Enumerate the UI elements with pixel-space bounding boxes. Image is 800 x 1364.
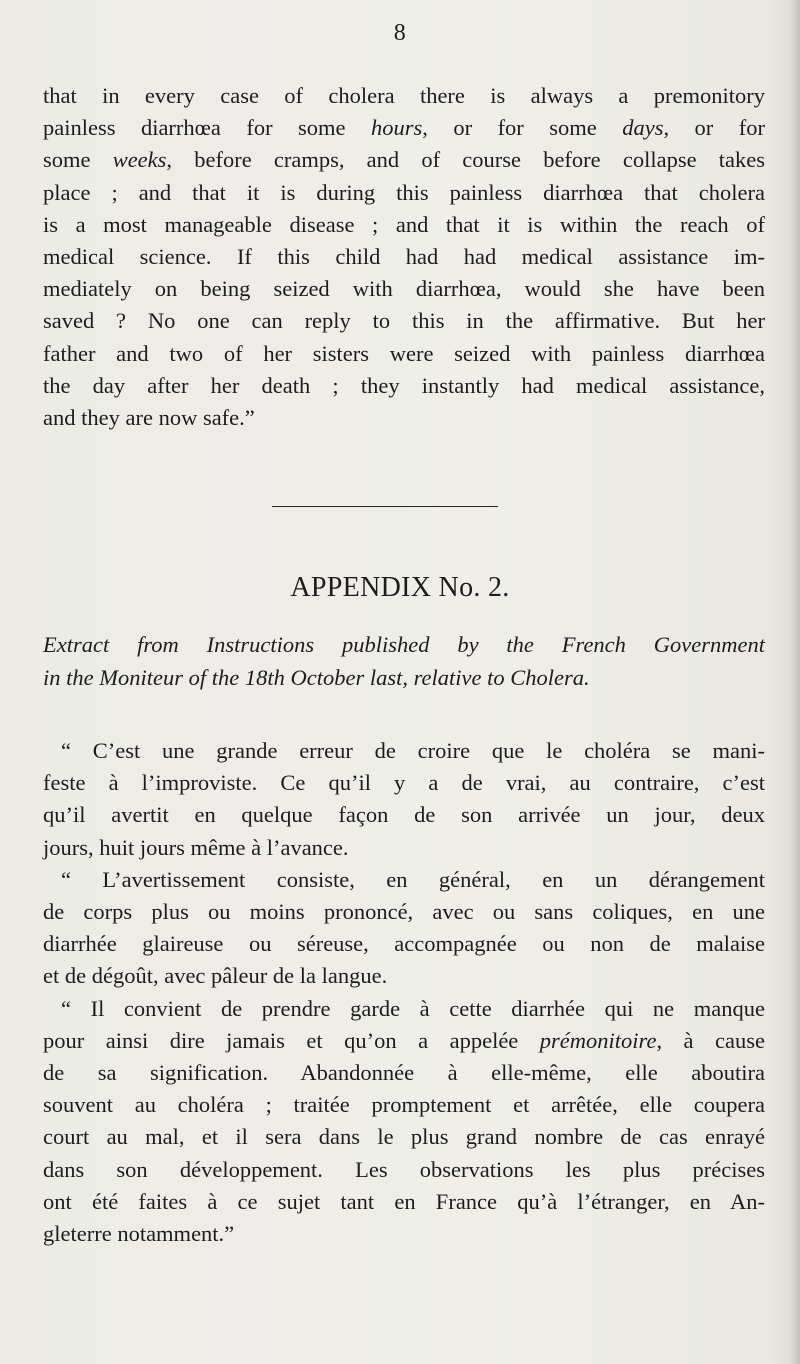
- emphasized-word: hours: [371, 115, 423, 141]
- text-line: court au mal, et il sera dans le plus grand nombre de cas enrayé: [43, 1124, 765, 1150]
- appendix-subtitle-line-1: Extract from Instructions published by the French Government: [43, 632, 765, 657]
- text-line: ont été faites à ce sujet tant en France qu’à l’étranger, en An-: [43, 1188, 765, 1214]
- text-line: “ Il convient de prendre garde à cette diarrhée qui ne manque: [61, 995, 765, 1021]
- english-paragraph: [43, 80, 765, 434]
- text-line: is a most manageable disease ; and that it is within the reach of: [43, 211, 765, 237]
- text-line: diarrhée glaireuse ou séreuse, accompagnée ou non de malaise: [43, 931, 765, 957]
- appendix-subtitle-line-2: in the Moniteur of the 18th October last, relative to Cholera.: [43, 665, 590, 690]
- emphasized-word: weeks: [112, 147, 167, 173]
- appendix-heading: APPENDIX No. 2.: [290, 572, 510, 603]
- text-line: and they are now safe.”: [43, 405, 255, 431]
- text-line: gleterre notamment.”: [43, 1221, 235, 1247]
- text-line: qu’il avertit en quelque façon de son arrivée un jour, deux: [43, 802, 765, 828]
- text-line: souvent au choléra ; traitée promptement et arrêtée, elle coupera: [43, 1092, 765, 1118]
- text-line: dans son développement. Les observations les plus précises: [43, 1156, 765, 1182]
- page-number: 8: [393, 20, 407, 46]
- text-line: the day after her death ; they instantly had medical assistance,: [43, 372, 765, 398]
- text-line: de corps plus ou moins prononcé, avec ou sans coliques, en une: [43, 899, 765, 925]
- section-divider: [272, 506, 498, 507]
- french-quotation: [43, 735, 765, 1250]
- text-line: “ C’est une grande erreur de croire que le choléra se mani-: [61, 738, 765, 763]
- text-line: painless diarrhœa for some hours, or for some days, or for: [43, 115, 765, 141]
- text-line: saved ? No one can reply to this in the affirmative. But her: [43, 308, 765, 334]
- text-line: mediately on being seized with diarrhœa, would she have been: [43, 276, 765, 302]
- emphasized-word: prémonitoire: [539, 1027, 657, 1053]
- text-line: feste à l’improviste. Ce qu’il y a de vrai, au contraire, c’est: [43, 770, 765, 796]
- text-line: et de dégoût, avec pâleur de la langue.: [43, 963, 388, 989]
- text-line: “ L’avertissement consiste, en général, en un dérangement: [61, 866, 765, 892]
- text-line: that in every case of cholera there is always a premonitory: [43, 83, 765, 108]
- emphasized-word: days: [622, 115, 664, 141]
- page-edge-shadow: [790, 0, 800, 1364]
- text-line: de sa signification. Abandonnée à elle-même, elle aboutira: [43, 1060, 765, 1086]
- text-line: jours, huit jours même à l’avance.: [43, 834, 349, 860]
- text-line: some weeks, before cramps, and of course before collapse takes: [43, 147, 765, 173]
- text-line: place ; and that it is during this painless diarrhœa that cholera: [43, 179, 765, 205]
- text-line: medical science. If this child had had medical assistance im-: [43, 244, 765, 270]
- text-line: pour ainsi dire jamais et qu’on a appelée prémonitoire, à cause: [43, 1027, 765, 1053]
- appendix-subtitle: [43, 628, 765, 694]
- text-line: father and two of her sisters were seized with painless diarrhœa: [43, 340, 765, 366]
